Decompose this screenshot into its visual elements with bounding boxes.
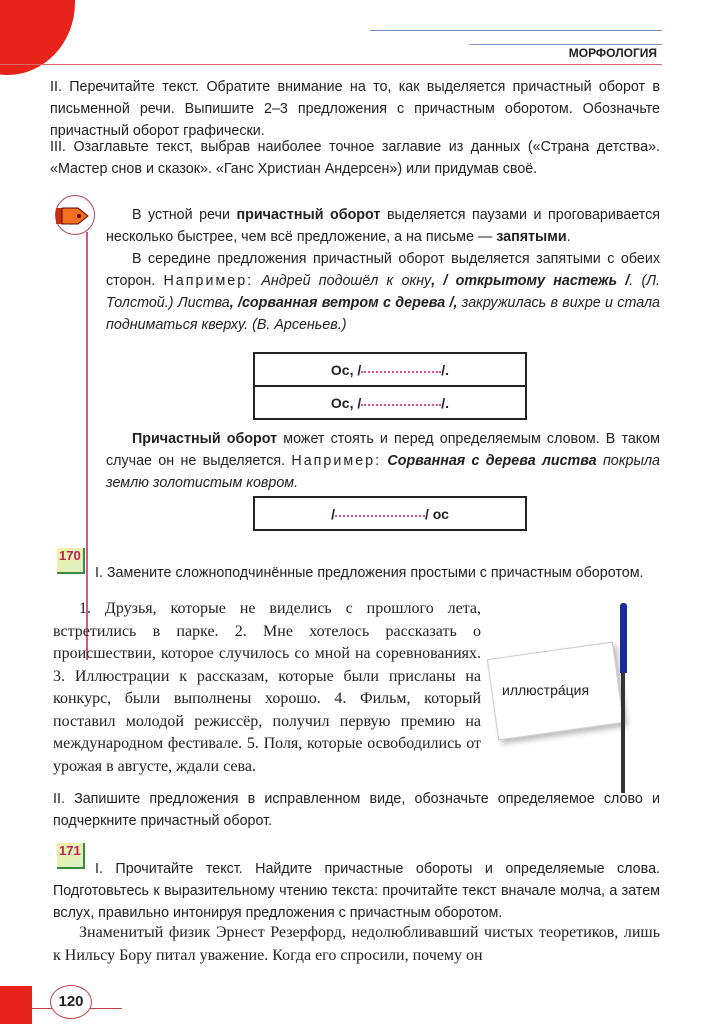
pen-icon [620, 603, 627, 793]
header-line [0, 64, 662, 65]
wavy-underline [335, 511, 425, 517]
task-text: II. Перечитайте текст. Обратите внимание на то, как выделяется причастный оборот в письменной речи. Выпишите 2–3 предложения с причастным оборотом. Обозначьте причастный оборот графически. [50, 79, 660, 139]
task-iii-prev [50, 136, 660, 180]
rule-paragraph-3: Причастный оборот может стоять и перед определяемым словом. В таком случае он не выделяется. Например: Сорванная с дерева листва покрыла землю золотистым ковром. [106, 431, 660, 491]
ex171-task-i: I. Прочитайте текст. Найдите причастные обороты и определяемые слова. Подготовьтесь к выразительному чтению текста: прочитайте текст вначале молча, а затем вслух, правильно интонируя предложения с причастным оборотом. [53, 861, 660, 921]
exercise-number-171: 171 [57, 843, 85, 869]
ex170-task-i: I. Замените сложноподчинённые предложения простыми с причастным оборотом. [95, 565, 644, 581]
header-blue-line-2 [470, 44, 662, 45]
task-text: III. Озаглавьте текст, выбрав наиболее точное заглавие из данных («Страна детства». «Мастер снов и сказок». «Ганс Христиан Андерсен») или придумав своё. [50, 139, 660, 177]
ex171-text: Знаменитый физик Эрнест Резерфорд, недолюбливавший чистых теоретиков, лишь к Нильсу Бору питал уважение. Когда его спросили, почему он [53, 924, 660, 964]
card-word: иллюстра́ция [502, 682, 590, 698]
wavy-underline [361, 367, 441, 373]
scheme-table-middle [253, 352, 527, 420]
footer-red-block [0, 986, 32, 1024]
exercise-number-170: 170 [57, 548, 85, 574]
section-title: МОРФОЛОГИЯ [568, 46, 657, 60]
wavy-underline [361, 400, 441, 406]
scheme-row: Ос, / /. [255, 385, 525, 418]
rule-paragraph-1: В устной речи причастный оборот выделяется паузами и проговаривается несколько быстрее, чем всё предложение, а на письме — запятыми. [106, 207, 660, 245]
rule-margin-line [86, 232, 88, 660]
rule-paragraph-2: В середине предложения причастный оборот выделяется запятыми с обеих сторон. Например: Андрей подошёл к окну, / открытому настежь /. (Л. Толстой.) Листва, /сорванная ветром с дерева /, закружилась в вихре и стала подниматься кверху. (В. Арсеньев.) [106, 251, 661, 333]
task-ii-prev [50, 76, 660, 142]
scheme-row: Ос, / /. [330, 361, 450, 378]
page-number: 120 [50, 985, 92, 1019]
header-blue-line [370, 30, 662, 31]
scheme-row: / / ос [331, 505, 449, 522]
scheme-table-before [253, 496, 527, 531]
rule-block [106, 204, 660, 336]
ex170-text: 1. Друзья, которые не виделись с прошлого лета, встретились в парке. 2. Мне хотелось рассказать о происшествии, которое случилось со мной на соревнованиях. 3. Иллюстрации к рассказам, которые были присланы на конкурс, были выполнены хорошо. 4. Фильм, который поставил молодой режиссёр, получил первую премию на международном фестивале. 5. Поля, которые освободились от урожая в августе, ждали сева. [53, 600, 481, 775]
pen-nib-icon [55, 195, 95, 235]
ex170-task-ii: II. Запишите предложения в исправленном виде, обозначьте определяемое слово и подчеркните причастный оборот. [53, 791, 660, 829]
